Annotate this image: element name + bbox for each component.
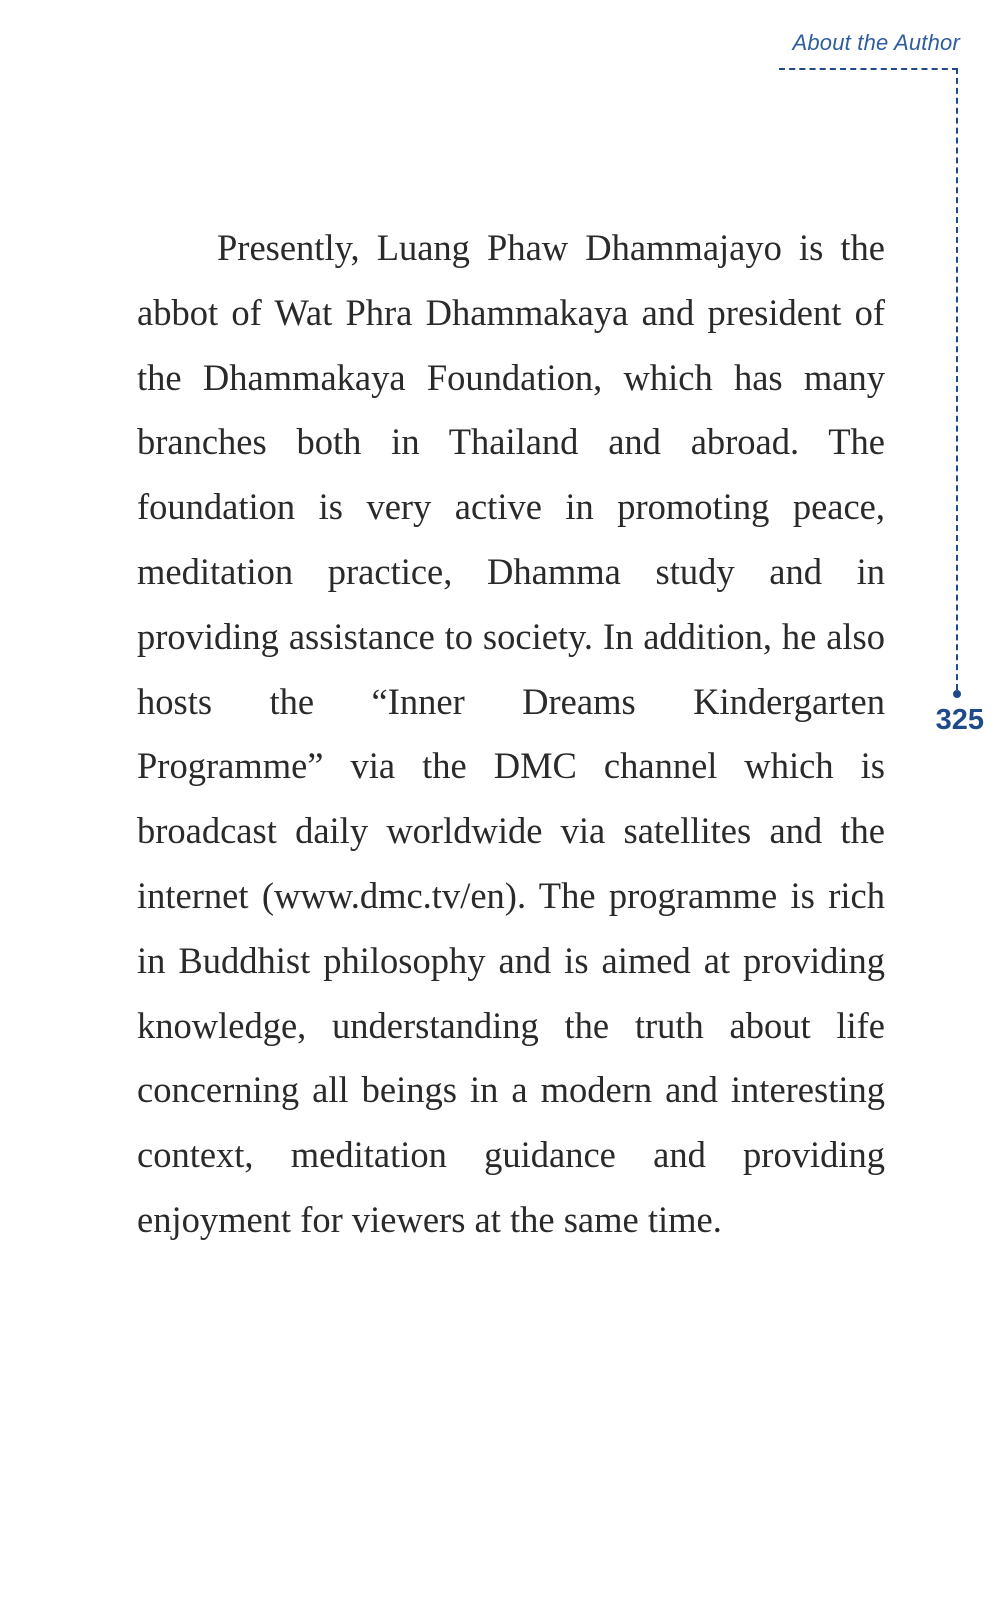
page-number: 325 xyxy=(935,704,984,736)
header-dashed-rule xyxy=(779,68,958,70)
body-paragraph: Presently, Luang Phaw Dhammajayo is the abbot of Wat Phra Dhammakaya and president of the Dhammakaya Foundation, which has many branches both in Thailand and abroad. The foundation is very active in promoting peace, meditation practice, Dhamma study and in providing assistance to society. In addition, he also hosts the “Inner Dreams Kindergarten Programme” via the DMC channel which is broadcast daily worldwide via satellites and the internet (www.dmc.tv/en). The programme is rich in Buddhist philosophy and is aimed at providing knowledge, understanding the truth about life concerning all beings in a modern and interesting context, meditation guidance and providing enjoyment for viewers at the same time. xyxy=(137,227,885,1240)
margin-dashed-rule xyxy=(956,68,958,690)
rule-end-dot xyxy=(953,690,961,698)
running-header: About the Author xyxy=(792,30,960,55)
